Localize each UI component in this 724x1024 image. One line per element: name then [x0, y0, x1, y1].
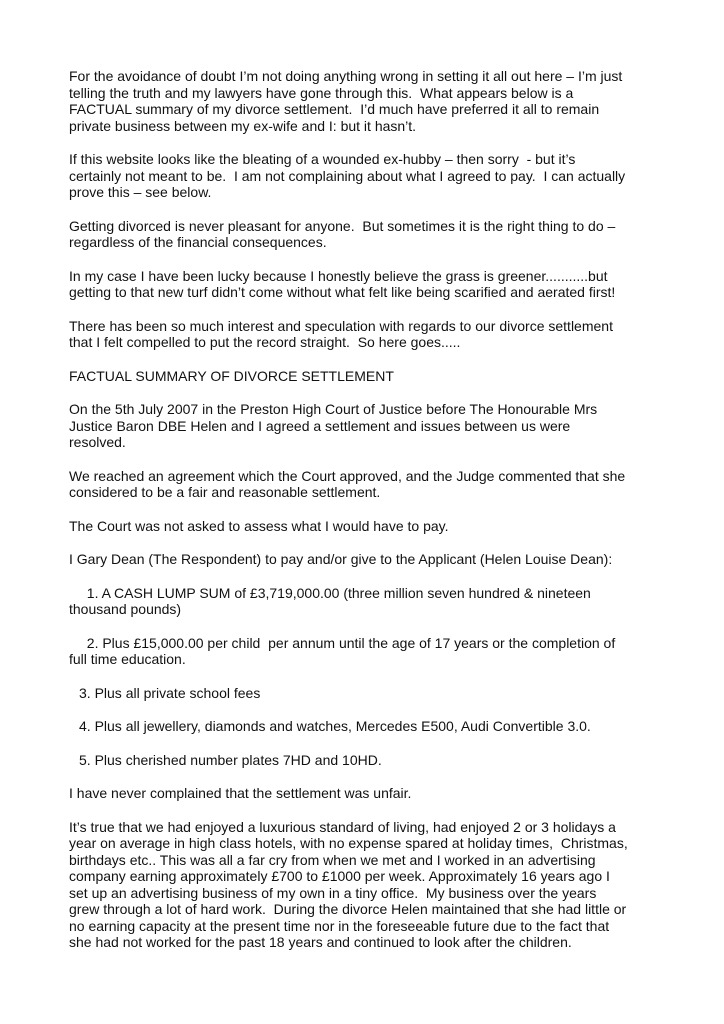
- court-assess-paragraph: The Court was not asked to assess what I would have to pay.: [69, 517, 449, 534]
- respondent-paragraph: I Gary Dean (The Respondent) to pay and/or give to the Applicant (Helen Louise Dean):: [69, 551, 613, 567]
- intro-paragraph: For the avoidance of doubt I’m not doing anything wrong in setting it all out here – I’m just telling the truth and my lawyers have gone through this. What appears below is a FACTUAL summary of my divorce settlement. I’d much have preferred it all to remain private business between my ex-wife and I: but it hasn’t.: [69, 68, 623, 134]
- agreement-paragraph: We reached an agreement which the Court approved, and the Judge commented that she considered to be a fair and reasonable settlement.: [69, 467, 626, 500]
- list-item-per-child: 2. Plus £15,000.00 per child per annum until the age of 17 years or the completion of full time education.: [69, 634, 616, 667]
- divorce-paragraph: Getting divorced is never pleasant for anyone. But sometimes it is the right thing to do – regardless of the financial consequences.: [69, 217, 616, 250]
- section-heading: FACTUAL SUMMARY OF DIVORCE SETTLEMENT: [69, 367, 394, 384]
- list-item-lump-sum: 1. A CASH LUMP SUM of £3,719,000.00 (three million seven hundred & nineteen thousand pounds): [69, 584, 591, 617]
- record-straight-paragraph: There has been so much interest and speculation with regards to our divorce settlement that I felt compelled to put the record straight. So here goes.....: [69, 317, 613, 350]
- list-item-number-plates: 5. Plus cherished number plates 7HD and 10HD.: [79, 751, 382, 768]
- document-page: [69, 68, 659, 968]
- list-item-school-fees: 3. Plus all private school fees: [79, 684, 261, 701]
- court-date-paragraph: On the 5th July 2007 in the Preston High Court of Justice before The Honourable Mrs Justice Baron DBE Helen and I agreed a settlement and issues between us were resolved.: [69, 401, 598, 450]
- history-paragraph: It’s true that we had enjoyed a luxurious standard of living, had enjoyed 2 or 3 holidays a year on average in high class hotels, with no expense spared at holiday times, Christmas, birthdays etc.. This was all a far cry from when we met and I worked in an advertising company earning approximately £700 to £1000 per week. Approximately 16 years ago I set up an advertising business of my own in a tiny office. My business over the years grew through a lot of hard work. During the divorce Helen maintained that she had little or no earning capacity at the present time nor in the foreseeable future due to the fact that she had not worked for the past 18 years and continued to look after the children.: [69, 818, 628, 950]
- disclaimer-paragraph: If this website looks like the bleating of a wounded ex-hubby – then sorry - but it’s certainly not meant to be. I am not complaining about what I agreed to pay. I can actually prove this – see below.: [69, 151, 626, 200]
- list-item-jewellery: 4. Plus all jewellery, diamonds and watches, Mercedes E500, Audi Convertible 3.0.: [79, 718, 591, 734]
- grass-greener-paragraph: In my case I have been lucky because I honestly believe the grass is greener...........but getting to that new turf didn’t come without what felt like being scarified and aerated first!: [69, 267, 616, 300]
- never-complained-paragraph: I have never complained that the settlement was unfair.: [69, 785, 412, 801]
